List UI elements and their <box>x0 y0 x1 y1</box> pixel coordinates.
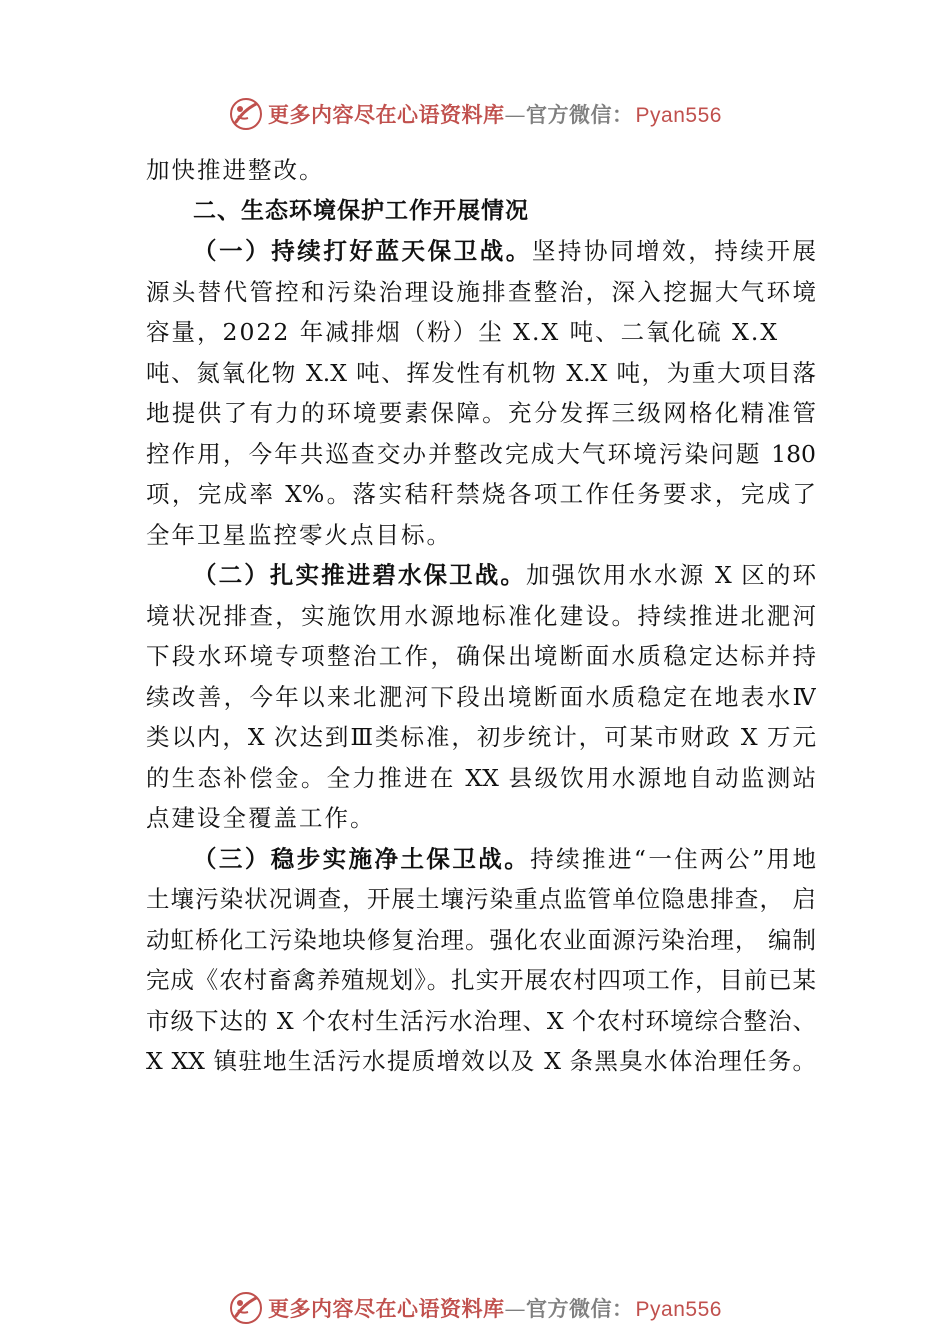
brush-logo-icon <box>228 1290 264 1326</box>
text-line: （一）持续打好蓝天保卫战。坚持协同增效，持续开展 <box>193 237 816 265</box>
text-line: （二）扎实推进碧水保卫战。加强饮用水水源 X 区的环 <box>193 561 816 589</box>
text-line: 源头替代管控和污染治理设施排查整治，深入挖掘大气环境 <box>146 277 816 306</box>
header-watermark <box>0 92 950 136</box>
text-line: 土壤污染状况调查，开展土壤污染重点监管单位隐患排查， 启 <box>146 885 816 913</box>
banner-main: 更多内容尽在心语资料库 <box>268 1296 505 1321</box>
banner-wechat-label: 官方微信： <box>526 102 634 127</box>
banner-wechat-id: Pyan556 <box>635 1298 722 1321</box>
text-line: 动虹桥化工污染地块修复治理。强化农业面源污染治理， 编制 <box>146 925 816 954</box>
text-line: 类以内，X 次达到Ⅲ类标准，初步统计，可某市财政 X 万元 <box>146 723 816 751</box>
text-line: 吨、氮氧化物 X.X 吨、挥发性有机物 X.X 吨，为重大项目落 <box>146 358 816 387</box>
subheading-3: （三）稳步实施净土保卫战。 <box>193 844 531 873</box>
subheading-2: （二）扎实推进碧水保卫战。 <box>193 561 527 589</box>
text-line: 境状况排查，实施饮用水源地标准化建设。持续推进北淝河 <box>146 601 816 630</box>
text-line: 的生态补偿金。全力推进在 XX 县级饮用水源地自动监测站 <box>146 763 816 792</box>
text-line: 容量，2022 年减排烟（粉）尘 X.X 吨、二氧化硫 X.X <box>146 318 780 346</box>
text-line: 续改善，今年以来北淝河下段出境断面水质稳定在地表水Ⅳ <box>146 682 816 711</box>
text-line: 控作用，今年共巡查交办并整改完成大气环境污染问题 180 <box>146 439 816 468</box>
text-line: 市级下达的 X 个农村生活污水治理、X 个农村环境综合整治、 <box>146 1006 816 1035</box>
text-line: 全年卫星监控零火点目标。 <box>146 520 452 549</box>
text-line: 点建设全覆盖工作。 <box>146 804 376 832</box>
banner-main: 更多内容尽在心语资料库 <box>268 102 505 127</box>
section-heading: 二、生态环境保护工作开展情况 <box>193 197 529 224</box>
banner-text <box>268 99 722 129</box>
banner-wechat-label: 官方微信： <box>526 1296 634 1321</box>
text-line: 地提供了有力的环境要素保障。充分发挥三级网格化精准管 <box>146 399 816 427</box>
text-line: 下段水环境专项整治工作，确保出境断面水质稳定达标并持 <box>146 642 816 670</box>
banner-dash: — <box>504 1297 527 1321</box>
text-line: （三）稳步实施净土保卫战。持续推进“一住两公”用地 <box>193 844 816 873</box>
banner-text <box>268 1293 722 1323</box>
text-line: 项，完成率 X%。落实秸秆禁烧各项工作任务要求，完成了 <box>146 480 816 508</box>
text-line: 完成《农村畜禽养殖规划》。扎实开展农村四项工作，目前已某 <box>146 966 816 994</box>
text-line: 加快推进整改。 <box>146 156 325 184</box>
document-body <box>146 150 816 1082</box>
footer-watermark <box>0 1286 950 1330</box>
subheading-1: （一）持续打好蓝天保卫战。 <box>193 237 532 265</box>
banner-wechat-id: Pyan556 <box>635 104 722 127</box>
text-line: X XX 镇驻地生活污水提质增效以及 X 条黑臭水体治理任务。 <box>146 1047 816 1075</box>
banner-dash: — <box>504 103 527 127</box>
brush-logo-icon <box>228 96 264 132</box>
